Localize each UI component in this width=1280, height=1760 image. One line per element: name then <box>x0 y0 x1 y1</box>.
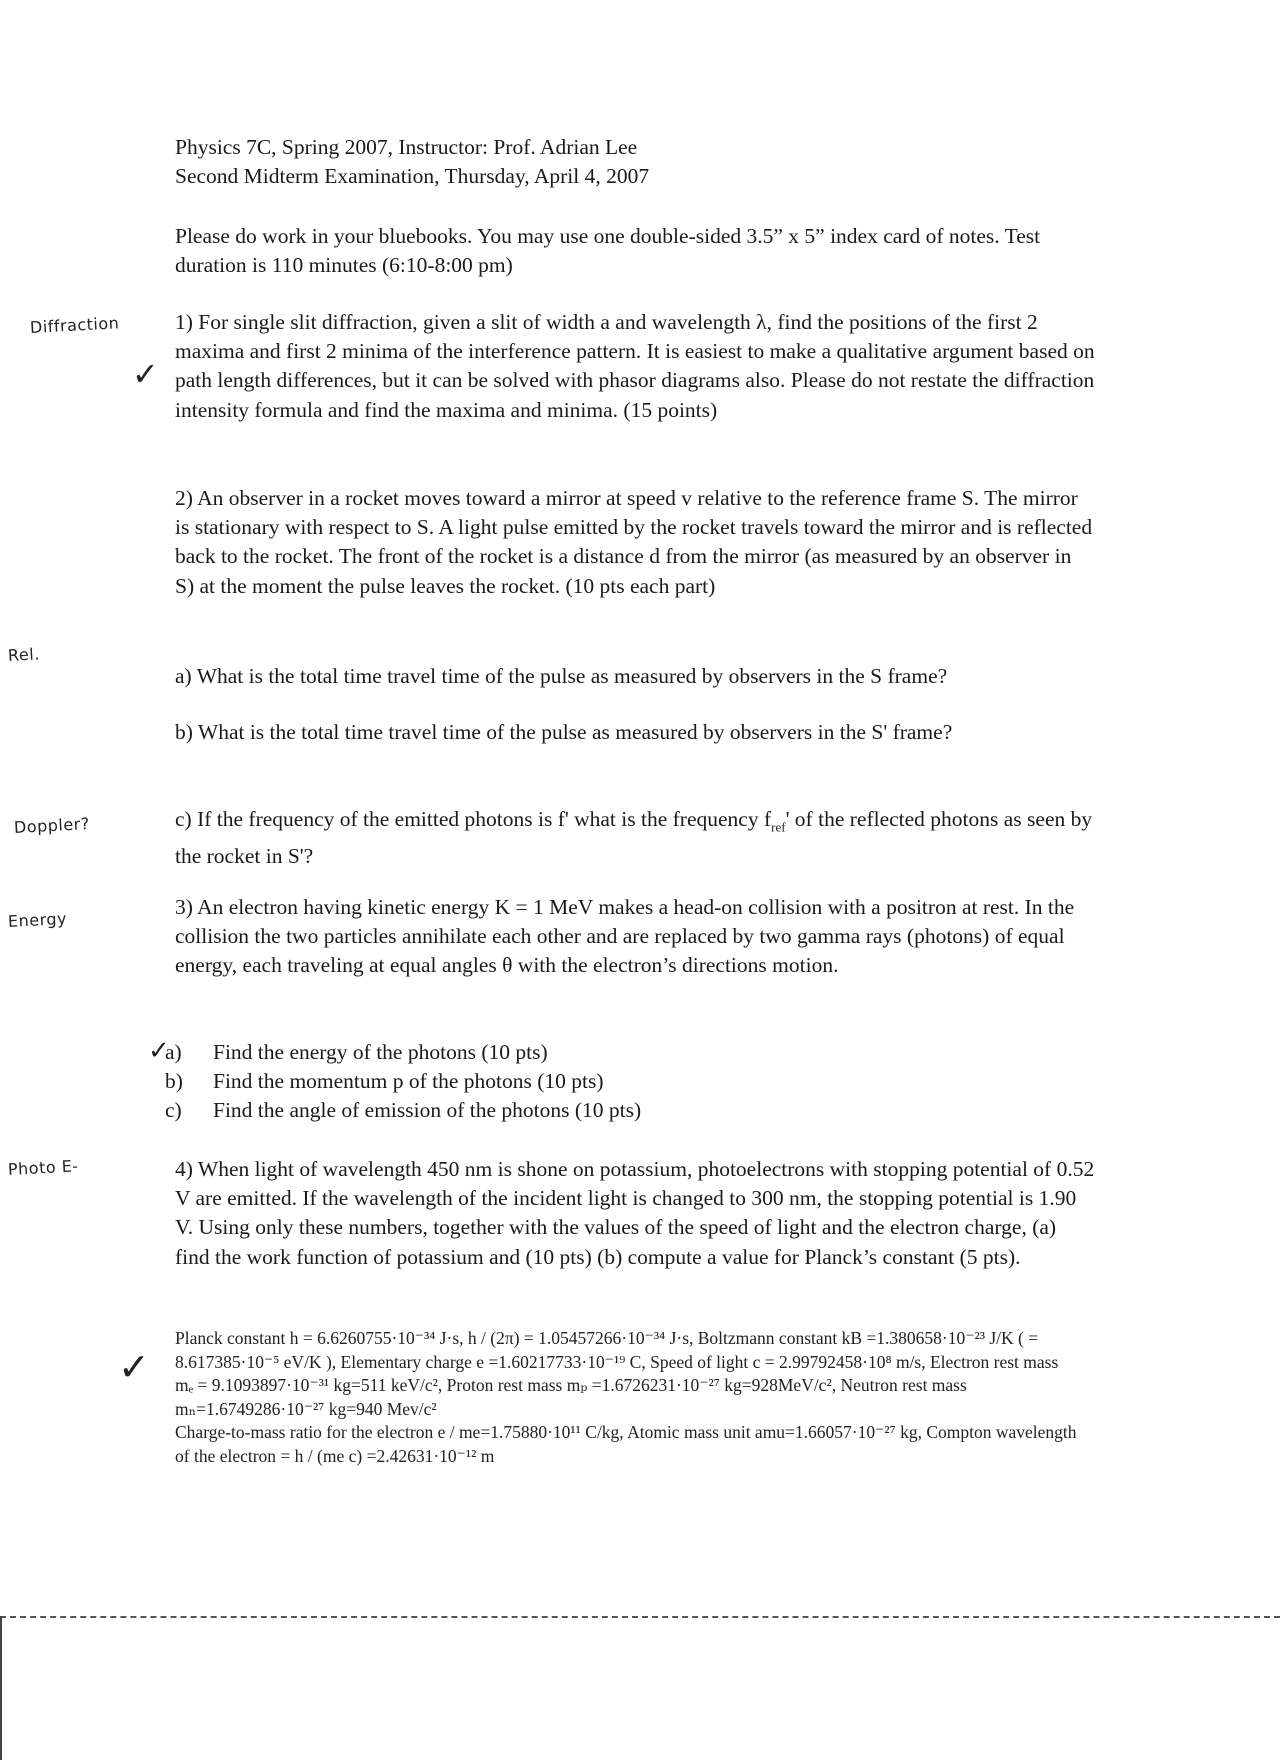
page-divider <box>0 1616 1280 1618</box>
page-edge <box>0 1616 2 1760</box>
check-mark-icon: ✓ <box>132 355 159 393</box>
exam-title: Second Midterm Examination, Thursday, April 4, 2007 <box>175 164 650 188</box>
margin-note-energy: Energy <box>7 908 68 931</box>
check-mark-icon: ✓ <box>148 1036 170 1066</box>
question-2a: a) What is the total time travel time of the pulse as measured by observers in the S frame? <box>175 664 948 688</box>
constants-planck: Planck constant h = 6.6260755·10⁻³⁴ J·s, h / (2π) = 1.05457266·10⁻³⁴ J·s, Boltzmann constant kB =1.380658·10⁻²³ J/K ( = 8.617385·10⁻⁵ eV/K ), Elementary charge e =1.60217733·10⁻¹⁹ C, Speed of light c = 2.99792458·10⁸ m/s, Electron rest mass mₑ = 9.1093897·10⁻³¹ kg=511 keV/c², Proton rest mass mₚ =1.6726231·10⁻²⁷ kg=928MeV/c², Neutron rest mass mₙ=1.6749286·10⁻²⁷ kg=940 Mev/c² <box>175 1328 1059 1419</box>
list-item: c) Find the angle of emission of the photons (10 pts) <box>165 1098 642 1122</box>
check-mark-icon: ✓ <box>118 1345 150 1389</box>
list-item: a) Find the energy of the photons (10 pts) <box>165 1040 548 1064</box>
list-item: b) Find the momentum p of the photons (10 pts) <box>165 1069 604 1093</box>
question-1: 1) For single slit diffraction, given a slit of width a and wavelength λ, find the positions of the first 2 maxima and first 2 minima of the interference pattern. It is easiest to make a qualitative argument based on path length differences, but it can be solved with phasor diagrams also. Please do not restate the diffraction intensity formula and find the maxima and minima. (15 points) <box>175 310 1095 422</box>
question-2: 2) An observer in a rocket moves toward a mirror at speed v relative to the reference frame S. The mirror is stationary with respect to S. A light pulse emitted by the rocket travels toward the mirror and is reflected back to the rocket. The front of the rocket is a distance d from the mirror (as measured by an observer in S) at the moment the pulse leaves the rocket. (10 pts each part) <box>175 486 1093 598</box>
margin-note-photo: Photo E- <box>7 1156 80 1179</box>
question-3-parts <box>165 1038 641 1125</box>
question-2c: c) If the frequency of the emitted photons is f' what is the frequency $f_{ref}'$ of the reflected photons as seen by the rocket in S'? <box>175 807 1093 868</box>
question-4: 4) When light of wavelength 450 nm is shone on potassium, photoelectrons with stopping potential of 0.52 V are emitted. If the wavelength of the incident light is changed to 300 nm, the stopping potential is 1.90 V. Using only these numbers, together with the values of the speed of light and the electron charge, (a) find the work function of potassium and (10 pts) (b) compute a value for Planck’s constant (5 pts). <box>175 1157 1095 1269</box>
constants-charge-mass: Charge-to-mass ratio for the electron e / me=1.75880·10¹¹ C/kg, Atomic mass unit amu=1.66057·10⁻²⁷ kg, Compton wavelength of the electron = h / (me c) =2.42631·10⁻¹² m <box>175 1422 1077 1466</box>
instructions: Please do work in your bluebooks. You may use one double-sided 3.5” x 5” index card of notes. Test duration is 110 minutes (6:10-8:00 pm) <box>175 224 1041 278</box>
question-3: 3) An electron having kinetic energy K = 1 MeV makes a head-on collision with a positron at rest. In the collision the two particles annihilate each other and are replaced by two gamma rays (photons) of equal energy, each traveling at equal angles θ with the electron’s directions motion. <box>175 895 1075 978</box>
constants-block <box>175 1327 1080 1469</box>
margin-note-rel: Rel. <box>7 644 41 665</box>
course-header: Physics 7C, Spring 2007, Instructor: Prof. Adrian Lee <box>175 135 638 159</box>
margin-note-doppler: Doppler? <box>13 814 91 837</box>
margin-note-diffraction: Diffraction <box>29 313 120 337</box>
question-2b: b) What is the total time travel time of the pulse as measured by observers in the S' frame? <box>175 720 953 744</box>
